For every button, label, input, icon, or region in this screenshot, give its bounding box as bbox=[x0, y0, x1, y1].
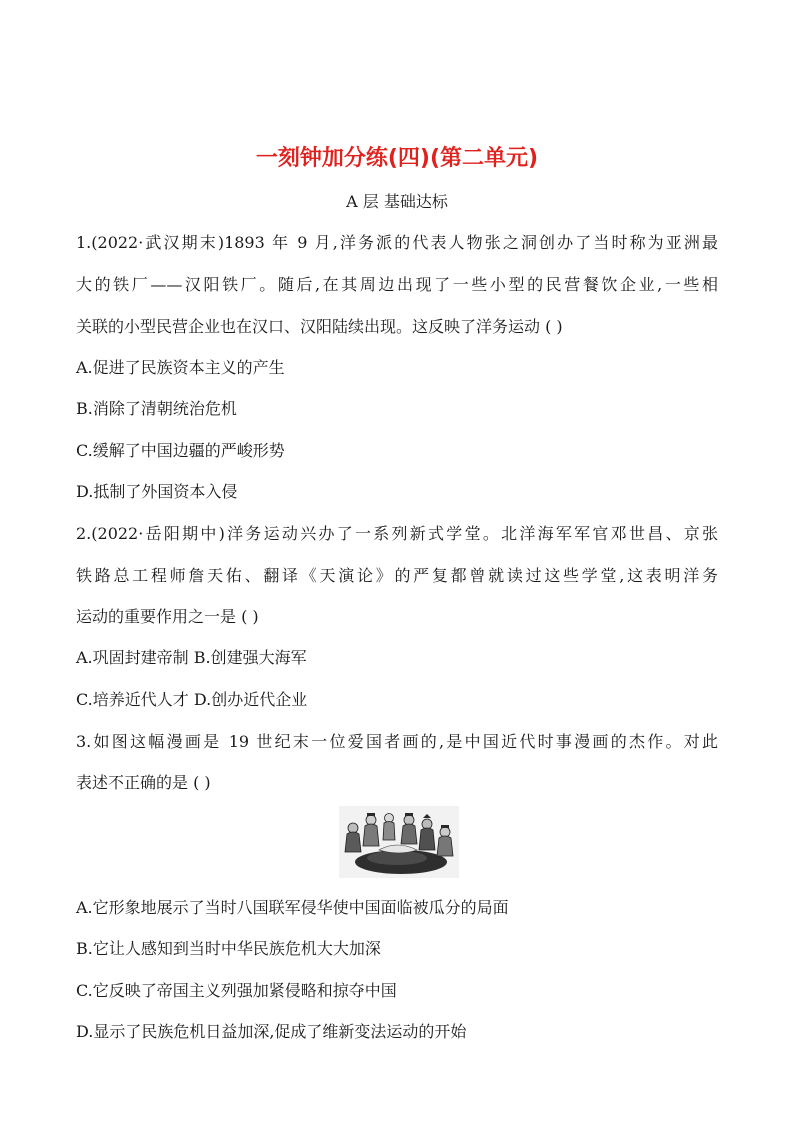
question-3-option-c: C.它反映了帝国主义列强加紧侵略和掠夺中国 bbox=[76, 981, 397, 1000]
question-1-stem-line-1: 1.(2022·武汉期末)1893 年 9 月,洋务派的代表人物张之洞创办了当时称为亚洲最 bbox=[76, 233, 718, 252]
level-subtitle: A 层 基础达标 bbox=[346, 192, 448, 211]
question-1-option-b: B.消除了清朝统治危机 bbox=[76, 399, 237, 418]
cartoon-illustration bbox=[339, 806, 459, 878]
page-title: 一刻钟加分练(四)(第二单元) bbox=[255, 146, 539, 171]
question-3-option-a: A.它形象地展示了当时八国联军侵华使中国面临被瓜分的局面 bbox=[76, 898, 509, 917]
question-1-option-a: A.促进了民族资本主义的产生 bbox=[76, 358, 285, 377]
question-2-stem-line-2: 铁路总工程师詹天佑、翻译《天演论》的严复都曾就读过这些学堂,这表明洋务 bbox=[76, 566, 718, 585]
question-1-stem-line-3: 关联的小型民营企业也在汉口、汉阳陆续出现。这反映了洋务运动 ( ) bbox=[76, 317, 563, 336]
question-3-stem-line-2: 表述不正确的是 ( ) bbox=[76, 773, 211, 792]
question-2-options-row-2: C.培养近代人才 D.创办近代企业 bbox=[76, 690, 308, 709]
question-3-option-b: B.它让人感知到当时中华民族危机大大加深 bbox=[76, 939, 381, 958]
question-2-options-row-1: A.巩固封建帝制 B.创建强大海军 bbox=[76, 648, 307, 667]
question-3-option-d: D.显示了民族危机日益加深,促成了维新变法运动的开始 bbox=[76, 1022, 467, 1041]
question-2-stem-line-3: 运动的重要作用之一是 ( ) bbox=[76, 607, 259, 626]
question-2-stem-line-1: 2.(2022·岳阳期中)洋务运动兴办了一系列新式学堂。北洋海军军官邓世昌、京张 bbox=[76, 524, 718, 543]
question-3-stem-line-1: 3.如图这幅漫画是 19 世纪末一位爱国者画的,是中国近代时事漫画的杰作。对此 bbox=[76, 732, 718, 751]
question-1-stem-line-2: 大的铁厂——汉阳铁厂。随后,在其周边出现了一些小型的民营餐饮企业,一些相 bbox=[76, 275, 718, 294]
question-1-option-d: D.抵制了外国资本入侵 bbox=[76, 482, 238, 501]
question-1-option-c: C.缓解了中国边疆的严峻形势 bbox=[76, 441, 285, 460]
